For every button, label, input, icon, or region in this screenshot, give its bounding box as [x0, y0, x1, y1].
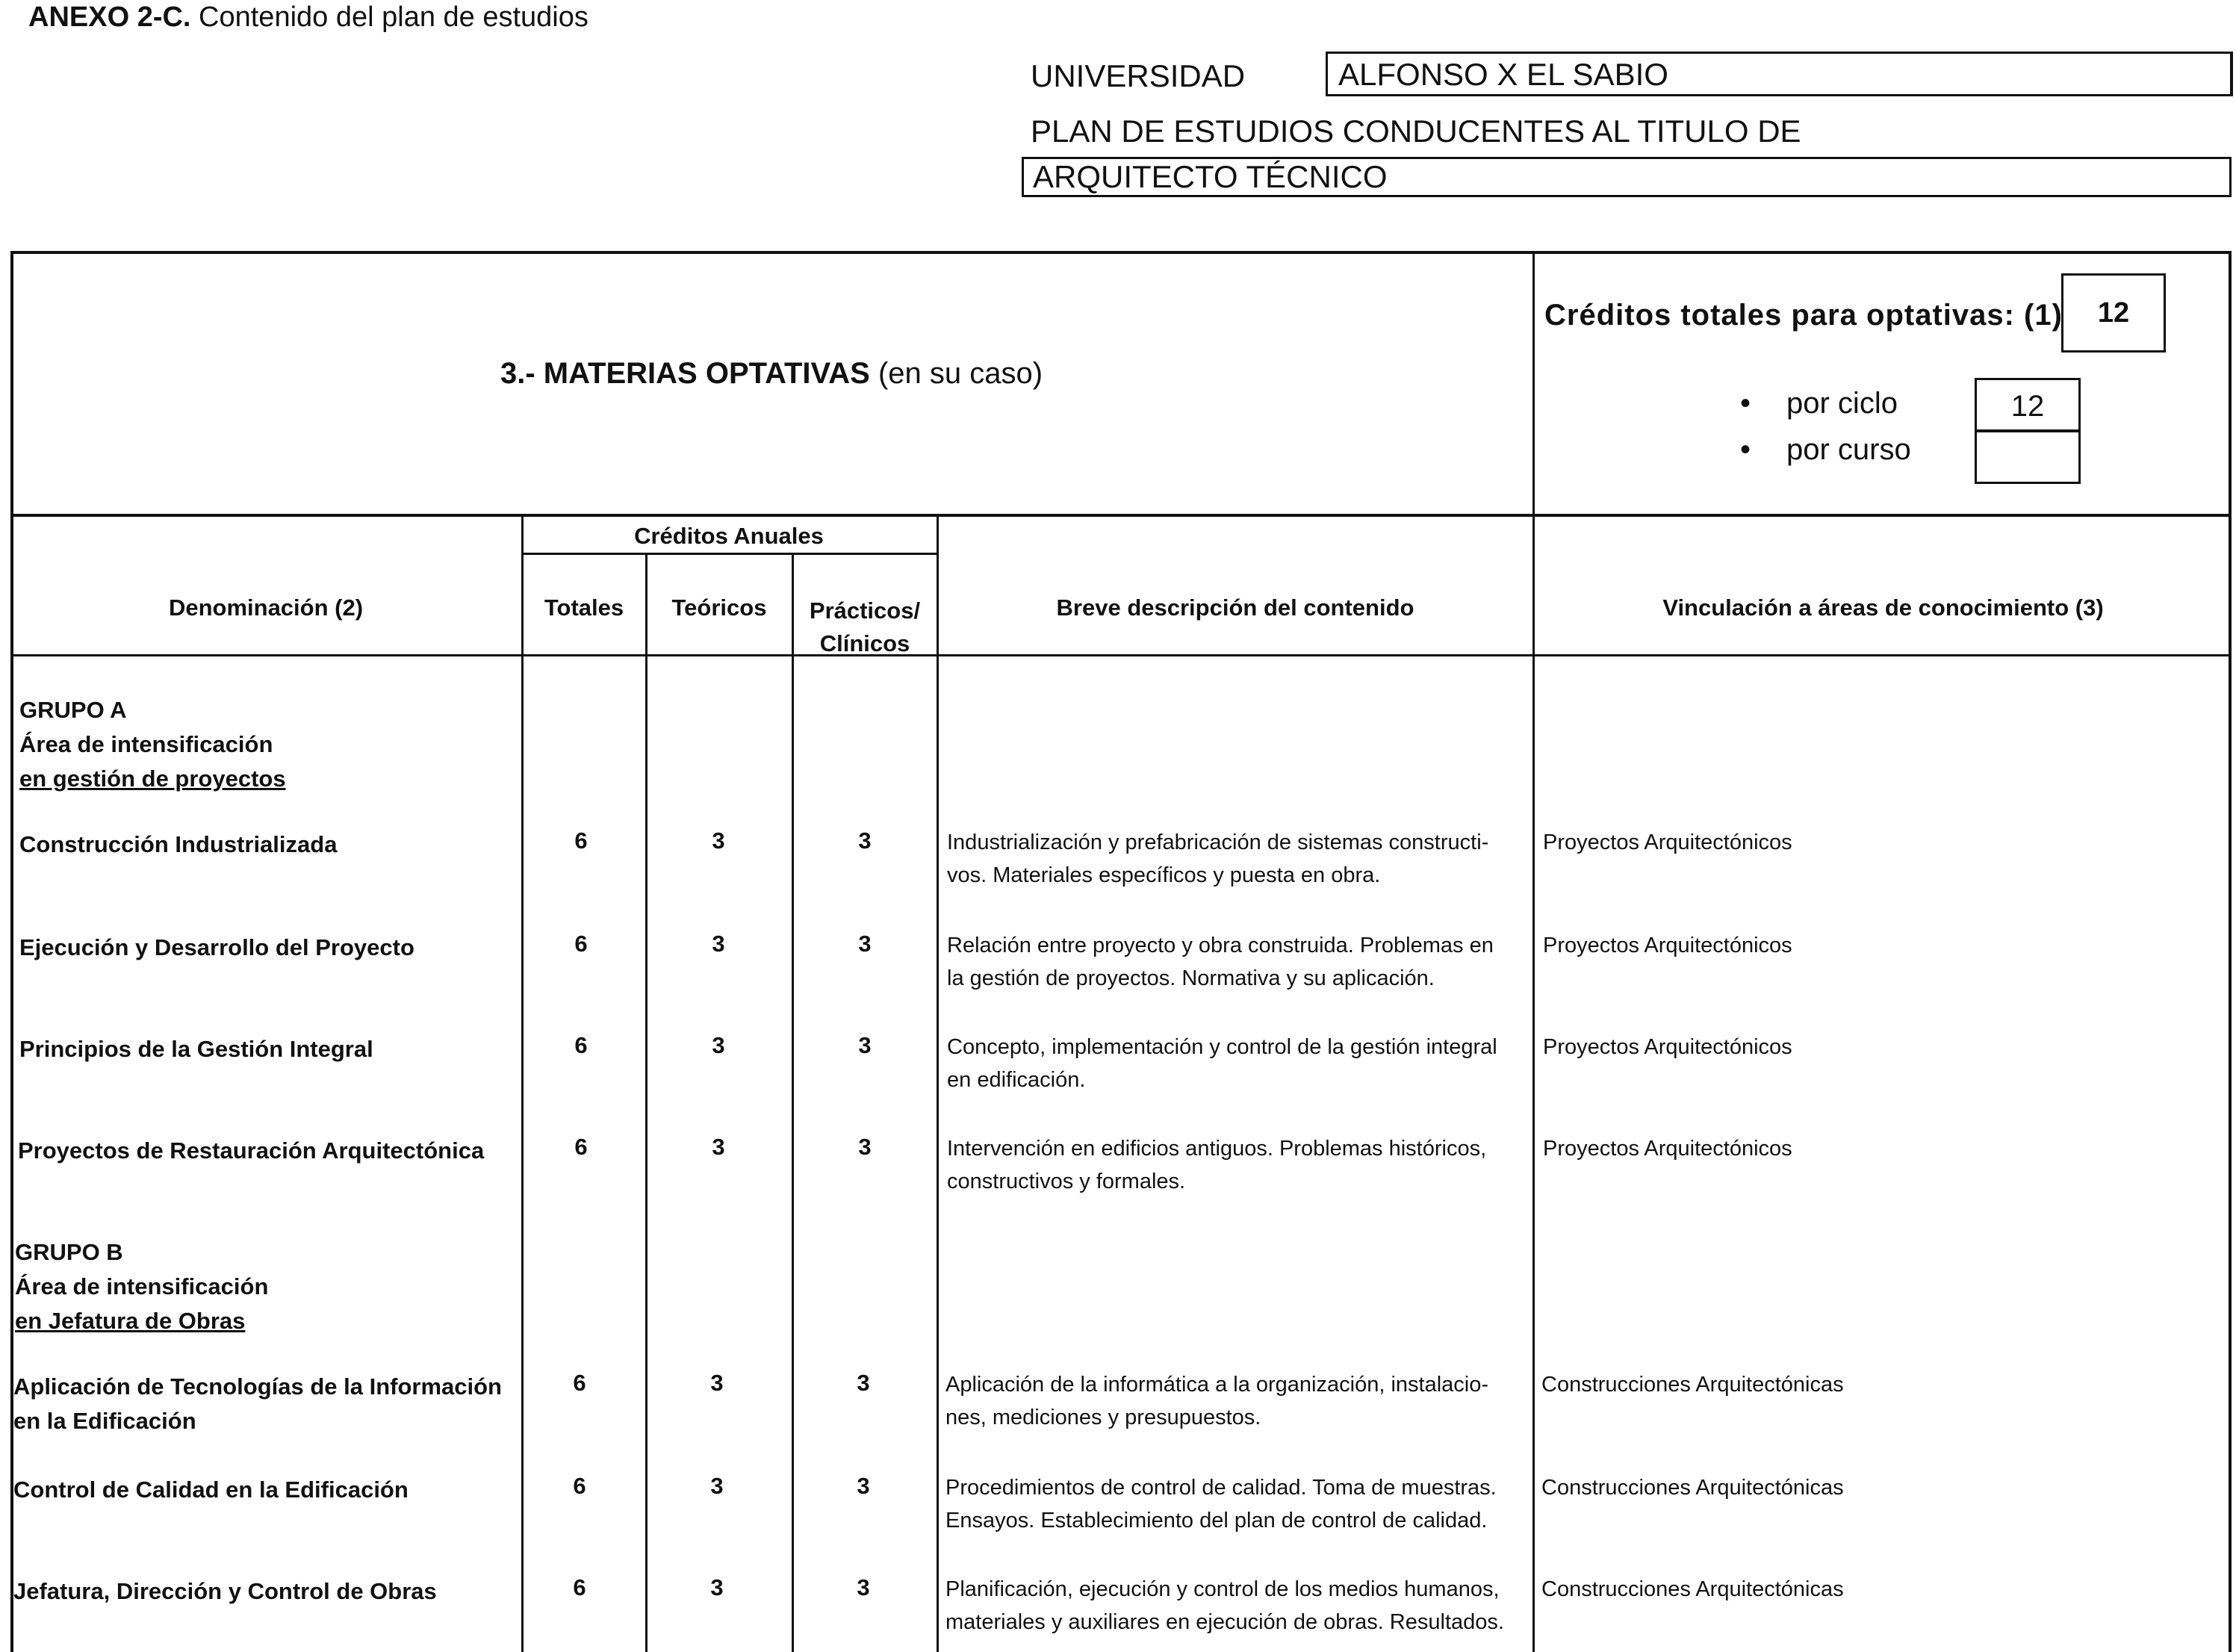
annex-title — [28, 1, 588, 34]
knowledge-area: Proyectos Arquitectónicos — [1543, 934, 1792, 957]
bullet-icon: • — [1740, 387, 1751, 420]
col-vinculacion: Vinculación a áreas de conocimiento (3) — [1662, 594, 2104, 621]
subject-name: Principios de la Gestión Integral — [19, 1036, 373, 1062]
por-ciclo-value: 12 — [1975, 378, 2081, 432]
credits-total-value: 12 — [2061, 273, 2166, 353]
group-heading — [19, 693, 286, 796]
bullet-icon: • — [1740, 433, 1751, 466]
subject-name: Control de Calidad en la Edificación — [13, 1476, 409, 1503]
plan-label: PLAN DE ESTUDIOS CONDUCENTES AL TITULO DE — [1031, 114, 1801, 149]
university-name: ALFONSO X EL SABIO — [1326, 52, 2233, 96]
credits-totales: 6 — [573, 1473, 586, 1499]
subject-name: Construcción Industrializada — [19, 831, 338, 857]
col-practicos-line1: Prácticos/ — [809, 597, 921, 624]
credits-totales: 6 — [574, 1032, 588, 1058]
group-subarea: en gestión de proyectos — [19, 766, 286, 792]
divider — [521, 514, 524, 1652]
divider — [645, 554, 647, 1652]
group-subarea: en Jefatura de Obras — [15, 1308, 246, 1334]
knowledge-area: Construcciones Arquitectónicas — [1541, 1373, 1844, 1397]
credits-total-label: Créditos totales para optativas: (1) — [1544, 299, 2063, 332]
section-title-note: (en su caso) — [869, 357, 1043, 390]
university-label: UNIVERSIDAD — [1031, 58, 1246, 93]
subject-name: Jefatura, Dirección y Control de Obras — [13, 1578, 437, 1604]
credits-teoricos: 3 — [712, 1032, 725, 1058]
credits-teoricos: 3 — [710, 1370, 724, 1396]
credits-practicos: 3 — [857, 1574, 870, 1600]
credits-totales: 6 — [573, 1370, 586, 1396]
group-area: Área de intensificación — [15, 1273, 269, 1299]
subject-description: Aplicación de la informática a la organización, instalacio- nes, mediciones y presupuestos. — [945, 1373, 1488, 1429]
knowledge-area: Construcciones Arquitectónicas — [1541, 1476, 1844, 1500]
credits-practicos: 3 — [858, 1032, 872, 1058]
col-practicos-line2: Clínicos — [819, 630, 910, 656]
credits-teoricos: 3 — [712, 931, 725, 957]
divider — [521, 553, 937, 555]
col-teoricos: Teóricos — [671, 594, 767, 621]
subject-description: Concepto, implementación y control de la gestión integral en edificación. — [947, 1035, 1497, 1092]
col-practicos — [793, 594, 937, 660]
divider — [10, 514, 2232, 517]
col-creditos-anuales: Créditos Anuales — [634, 523, 824, 549]
subject-description: Procedimientos de control de calidad. Toma de muestras. Ensayos. Establecimiento del plan de control de calidad. — [945, 1476, 1497, 1533]
group-area: Área de intensificación — [19, 731, 273, 757]
degree-title: ARQUITECTO TÉCNICO — [1022, 157, 2232, 197]
group-name: GRUPO A — [19, 697, 127, 723]
credits-practicos: 3 — [857, 1473, 870, 1499]
credits-teoricos: 3 — [712, 827, 725, 854]
credits-totales: 6 — [574, 827, 588, 854]
subject-name: Proyectos de Restauración Arquitectónica — [18, 1137, 485, 1164]
section-title-main: 3.- MATERIAS OPTATIVAS — [500, 357, 870, 390]
credits-teoricos: 3 — [712, 1134, 725, 1160]
subject-description: Planificación, ejecución y control de los medios humanos, materiales y auxiliares en ejecución de obras. Resultados. — [945, 1577, 1504, 1634]
subject-description: Intervención en edificios antiguos. Problemas históricos, constructivos y formales. — [947, 1137, 1487, 1193]
col-denominacion: Denominación (2) — [168, 594, 364, 621]
credits-practicos: 3 — [858, 1134, 872, 1160]
divider — [792, 554, 794, 1652]
section-title — [500, 357, 1043, 391]
credits-practicos: 3 — [858, 931, 872, 957]
divider — [10, 654, 2232, 656]
subject-description: Relación entre proyecto y obra construida. Problemas en la gestión de proyectos. Normativa y su aplicación. — [947, 934, 1494, 990]
divider — [1532, 251, 1535, 1652]
credits-totales: 6 — [574, 931, 588, 957]
knowledge-area: Proyectos Arquitectónicos — [1543, 1035, 1792, 1059]
por-curso-label: por curso — [1786, 433, 1911, 466]
col-descripcion: Breve descripción del contenido — [1056, 594, 1414, 621]
knowledge-area: Proyectos Arquitectónicos — [1543, 830, 1792, 854]
por-curso-value — [1975, 430, 2081, 484]
credits-totales: 6 — [573, 1574, 586, 1600]
por-ciclo-label: por ciclo — [1786, 387, 1898, 420]
divider — [937, 514, 939, 1652]
credits-teoricos: 3 — [710, 1574, 724, 1600]
knowledge-area: Construcciones Arquitectónicas — [1541, 1577, 1844, 1601]
subject-name: Ejecución y Desarrollo del Proyecto — [19, 934, 414, 960]
knowledge-area: Proyectos Arquitectónicos — [1543, 1137, 1792, 1161]
credits-practicos: 3 — [858, 827, 872, 854]
annex-subtitle: Contenido del plan de estudios — [190, 1, 588, 33]
group-name: GRUPO B — [15, 1239, 123, 1265]
credits-practicos: 3 — [857, 1370, 870, 1396]
subject-description: Industrialización y prefabricación de sistemas constructi- vos. Materiales específicos y puesta en obra. — [947, 830, 1489, 887]
group-heading — [15, 1235, 268, 1338]
col-totales: Totales — [544, 594, 624, 621]
credits-totales: 6 — [574, 1134, 588, 1160]
annex-label: ANEXO 2-C. — [28, 1, 191, 33]
credits-teoricos: 3 — [710, 1473, 724, 1499]
subject-name: Aplicación de Tecnologías de la Información en la Edificación — [13, 1373, 502, 1434]
